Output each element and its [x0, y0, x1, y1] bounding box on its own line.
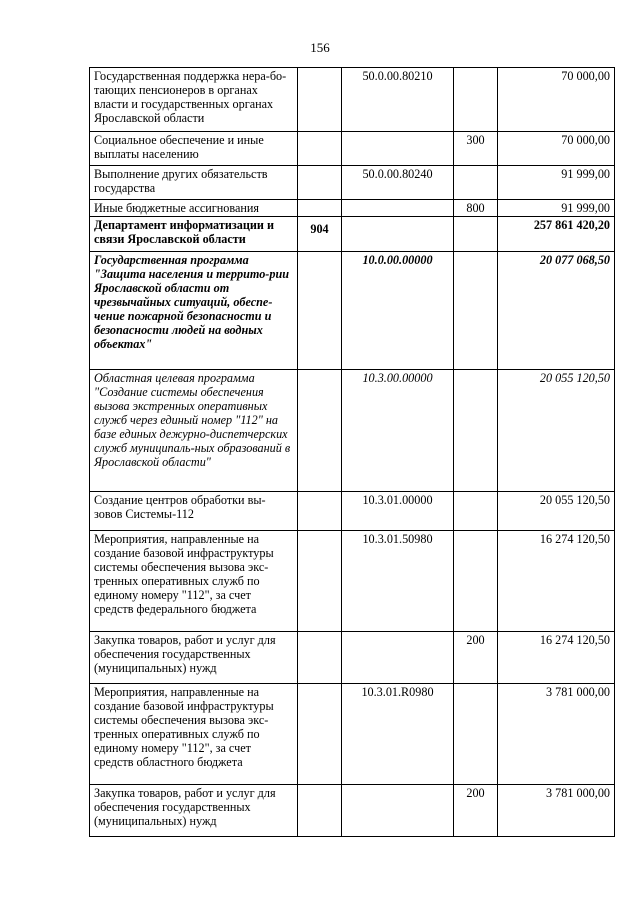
row-code [342, 632, 454, 684]
row-amount: 16 274 120,50 [498, 531, 615, 632]
row-code: 50.0.00.80240 [342, 166, 454, 200]
row-amount: 20 077 068,50 [498, 252, 615, 370]
row-type: 200 [454, 785, 498, 837]
row-name: Департамент информатизации и связи Ярославской области [90, 217, 298, 252]
row-name: Закупка товаров, работ и услуг для обеспечения государственных (муниципальных) нужд [90, 785, 298, 837]
row-type [454, 684, 498, 785]
row-code: 10.3.01.R0980 [342, 684, 454, 785]
row-amount: 91 999,00 [498, 166, 615, 200]
row-dept [298, 200, 342, 217]
row-dept [298, 492, 342, 531]
row-name: Закупка товаров, работ и услуг для обеспечения государственных (муниципальных) нужд [90, 632, 298, 684]
row-type [454, 166, 498, 200]
row-code [342, 132, 454, 166]
row-code: 50.0.00.80210 [342, 68, 454, 132]
row-type [454, 492, 498, 531]
row-amount: 257 861 420,20 [498, 217, 615, 252]
table-row [90, 132, 615, 166]
row-name: Социальное обеспечение и иные выплаты населению [90, 132, 298, 166]
row-name: Областная целевая программа "Создание системы обеспечения вызова экстренных оперативных служб через единый номер "112" на базе единых дежурно-диспетчерских служб муниципаль-ных образований в Ярославской области" [90, 370, 298, 492]
row-type [454, 252, 498, 370]
table-row [90, 684, 615, 785]
row-dept [298, 252, 342, 370]
table-row [90, 785, 615, 837]
table-row [90, 370, 615, 492]
row-type: 300 [454, 132, 498, 166]
row-type [454, 217, 498, 252]
budget-table [89, 67, 615, 837]
row-name: Иные бюджетные ассигнования [90, 200, 298, 217]
row-amount: 3 781 000,00 [498, 785, 615, 837]
row-dept [298, 785, 342, 837]
table-row [90, 217, 615, 252]
table-row [90, 68, 615, 132]
row-amount: 20 055 120,50 [498, 370, 615, 492]
table-row [90, 492, 615, 531]
row-amount: 91 999,00 [498, 200, 615, 217]
row-dept [298, 370, 342, 492]
row-dept [298, 68, 342, 132]
row-dept [298, 632, 342, 684]
row-type [454, 370, 498, 492]
row-amount: 70 000,00 [498, 68, 615, 132]
row-code: 10.3.01.50980 [342, 531, 454, 632]
row-dept [298, 531, 342, 632]
table-row [90, 252, 615, 370]
page-number: 156 [310, 40, 330, 55]
row-code: 10.0.00.00000 [342, 252, 454, 370]
row-code [342, 200, 454, 217]
table-row [90, 632, 615, 684]
table-row [90, 200, 615, 217]
row-name: Выполнение других обязательств государства [90, 166, 298, 200]
row-type [454, 68, 498, 132]
row-name: Государственная поддержка нера-ботающих пенсионеров в органах власти и государственных органах Ярославской области [90, 68, 298, 132]
row-amount: 3 781 000,00 [498, 684, 615, 785]
row-amount: 70 000,00 [498, 132, 615, 166]
row-name: Государственная программа "Защита населения и террито-рии Ярославской области от чрезвычайных ситуаций, обеспе-чение пожарной безопасности и безопасности людей на водных объектах" [90, 252, 298, 370]
row-type: 800 [454, 200, 498, 217]
row-code [342, 217, 454, 252]
row-dept [298, 166, 342, 200]
row-amount: 16 274 120,50 [498, 632, 615, 684]
row-dept [298, 684, 342, 785]
row-type: 200 [454, 632, 498, 684]
row-name: Создание центров обработки вы-зовов Системы-112 [90, 492, 298, 531]
table-row [90, 166, 615, 200]
row-type [454, 531, 498, 632]
row-dept [298, 132, 342, 166]
table-row [90, 531, 615, 632]
row-name: Мероприятия, направленные на создание базовой инфраструктуры системы обеспечения вызова экс-тренных оперативных служб по единому номеру "112", за счет средств федерального бюджета [90, 531, 298, 632]
row-amount: 20 055 120,50 [498, 492, 615, 531]
row-dept: 904 [298, 217, 342, 252]
row-code: 10.3.00.00000 [342, 370, 454, 492]
row-name: Мероприятия, направленные на создание базовой инфраструктуры системы обеспечения вызова экс-тренных оперативных служб по единому номеру "112", за счет средств областного бюджета [90, 684, 298, 785]
row-code [342, 785, 454, 837]
row-code: 10.3.01.00000 [342, 492, 454, 531]
